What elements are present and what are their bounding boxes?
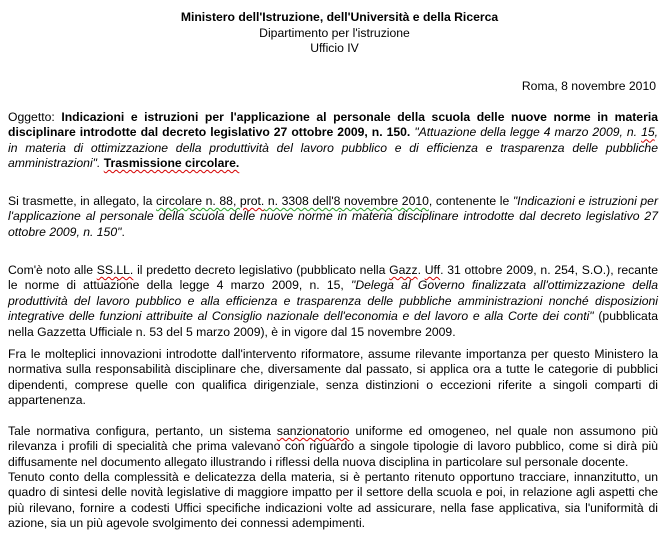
transmission-text-3: .: [121, 224, 125, 239]
decree-abbrev-gazz: Gazz: [389, 263, 418, 277]
subject-law-title-start: "Attuazione della legge 4 marzo 2009, n.: [414, 125, 642, 140]
letterhead: [0, 10, 669, 57]
circular-reference-1: circolare n. 88,: [156, 194, 240, 208]
subject-paragraph: [8, 110, 658, 172]
office-name: Ufficio IV: [310, 41, 359, 56]
subject-label: Oggetto:: [8, 110, 62, 124]
subject-law-number: 15: [641, 125, 655, 140]
uniform-text-1: Tale normativa configura, pertanto, un sistema: [8, 424, 277, 438]
transmission-text-1: Si trasmette, in allegato, la: [8, 194, 156, 208]
summary-paragraph: Tenuto conto della complessità e delicatezza della materia, si è pertanto ritenuto opportuno tracciare, innanzitutto, un quadro di sintesi delle novità legislative di maggiore impatto per il settore della scuola e poi, in relazione agli aspetti che più rilevano, fornire a codesti Uffici specifiche indicazioni volte ad assicurare, nella fase applicativa, sia l'uniformità di azione, sia un più agevole svolgimento dei connessi adempimenti.: [8, 470, 658, 531]
circular-title: "Indicazioni e istruzioni per l'applicazione al personale della scuola delle nuove norme in materia disciplinare introdotte dal decreto legislativo 27 ottobre 2009, n. 150": [8, 194, 659, 239]
subject-law-title-end: , in materia di ottimizzazione della produttività del lavoro pubblico e di efficienza e trasparenza delle pubbliche amministrazioni".: [8, 125, 659, 171]
decree-paragraph: [8, 263, 658, 340]
transmission-paragraph: [8, 194, 658, 240]
circular-reference-prot: prot.: [239, 194, 265, 208]
department-name: Dipartimento per l'istruzione: [259, 25, 410, 40]
delegation-law-title: "Delega al Governo finalizzata all'ottimizzazione della produttività del lavoro pubblico e alla efficienza e trasparenza delle pubbliche amministrazioni nonché disposizioni integrative delle funzioni attribuite al Consiglio nazionale dell'economia e del lavoro e alla Corte dei conti": [8, 278, 658, 324]
decree-abbrev-uff: Uff: [424, 263, 441, 277]
uniform-text-sanzionatorio: sanzionatorio: [276, 424, 350, 438]
decree-abbrev-ssll: SS.LL.: [96, 263, 134, 277]
decree-text-2: il predetto decreto legislativo (pubblicato nella: [133, 263, 390, 277]
innovations-paragraph: Fra le molteplici innovazioni introdotte dall'intervento riformatore, assume rilevante importanza per questo Ministero la normativa sulla responsabilità disciplinare che, diversamente dal passato, si applica ora a tutte le categorie di pubblici dipendenti, comprese quelle con qualifica dirigenziale, senza distinzioni o eccezioni riferite a singoli comparti di appartenenza.: [8, 347, 658, 408]
uniform-system-paragraph: [8, 424, 658, 470]
uniform-text-2: uniforme ed omogeneo, nel quale non assumono più rilevanza i profili di specialità che prima valevano con riguardo a singole tipologie di lavoro pubblico, come si dirà più diffusamente nel documento allegato illustrando i riflessi della nuova disciplina in particolare sul personale docente.: [8, 424, 659, 469]
decree-text-4: . 31 ottobre 2009, n. 254, S.O.), recante le norme di attuazione della legge 4 marzo 2009, n. 15,: [8, 263, 658, 293]
subject-title: Indicazioni e istruzioni per l'applicazione al personale della scuola delle nuove norme in materia disciplinare introdotte dal decreto legislativo 27 ottobre 2009, n. 150.: [8, 110, 658, 140]
decree-text-3: .: [417, 263, 425, 277]
letter-date: Roma, 8 novembre 2010: [521, 79, 656, 93]
decree-text-1: Com'è noto alle: [8, 263, 97, 277]
decree-text-5: (pubblicata nella Gazzetta Ufficiale n. 53 del 5 marzo 2009), è in vigore dal 15 novembre 2009.: [8, 309, 658, 339]
ministry-name: Ministero dell'Istruzione, dell'Università e della Ricerca: [180, 10, 499, 24]
transmission-text-2: , contenente le: [428, 194, 513, 208]
circular-reference-2: n. 3308 dell'8 novembre 2010: [264, 194, 429, 208]
subject-closing: Trasmissione circolare.: [103, 156, 240, 171]
